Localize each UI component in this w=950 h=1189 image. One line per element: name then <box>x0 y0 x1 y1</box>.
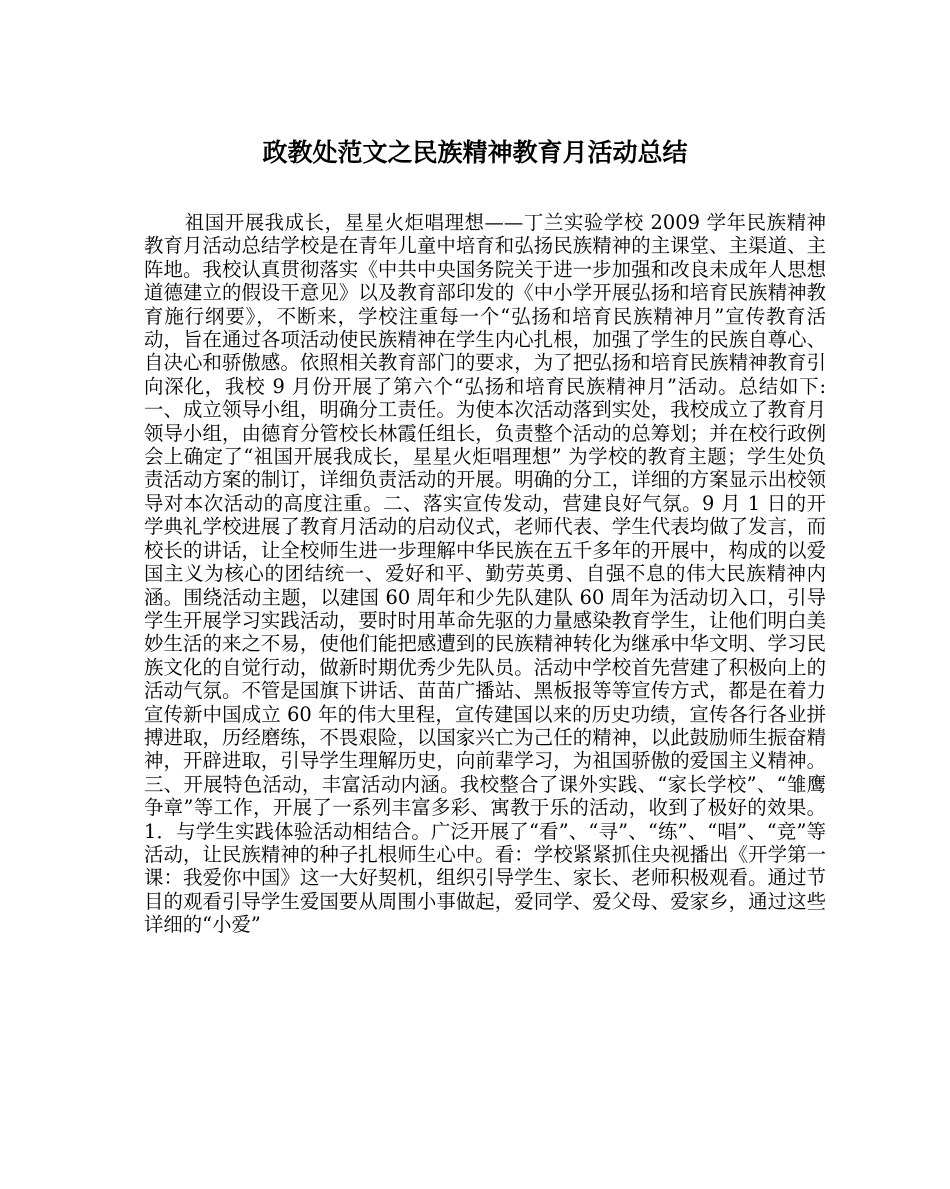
document-title: 政教处范文之民族精神教育月活动总结 <box>262 138 688 167</box>
document-body-paragraph: 祖国开展我成长，星星火炬唱理想——丁兰实验学校 2009 学年民族精神教育月活动总结学校是在青年儿童中培育和弘扬民族精神的主课堂、主渠道、主阵地。我校认真贯彻落实《中共中央国务院关于进一步加强和改良未成年人思想道德建立的假设干意见》以及教育部印发的《中小学开展弘扬和培育民族精神教育施行纲要》，不断来，学校注重每一个“弘扬和培育民族精神月”宣传教育活动，旨在通过各项活动使民族精神在学生内心扎根，加强了学生的民族自尊心、自决心和骄傲感。依照相关教育部门的要求，为了把弘扬和培育民族精神教育引向深化，我校 9 月份开展了第六个“弘扬和培育民族精神月”活动。总结如下:一、成立领导小组，明确分工责任。为使本次活动落到实处，我校成立了教育月领导小组，由德育分管校长林霞任组长，负责整个活动的总筹划；并在校行政例会上确定了“祖国开展我成长，星星火炬唱理想” 为学校的教育主题；学生处负责活动方案的制订，详细负责活动的开展。明确的分工，详细的方案显示出校领导对本次活动的高度注重。二、落实宣传发动，营建良好气氛。9 月 1 日的开学典礼学校进展了教育月活动的启动仪式，老师代表、学生代表均做了发言，而校长的讲话，让全校师生进一步理解中华民族在五千多年的开展中，构成的以爱国主义为核心的团结统一、爱好和平、勤劳英勇、自强不息的伟大民族精神内涵。围绕活动主题，以建国 60 周年和少先队建队 60 周年为活动切入口，引导学生开展学习实践活动，要时时用革命先驱的力量感染教育学生，让他们明白美妙生活的来之不易，使他们能把感遭到的民族精神转化为继承中华文明、学习民族文化的自觉行动，做新时期优秀少先队员。活动中学校首先营建了积极向上的活动气氛。不管是国旗下讲话、苗苗广播站、黑板报等等宣传方式，都是在着力宣传新中国成立 60 年的伟大里程，宣传建国以来的历史功绩，宣传各行各业拼搏进取，历经磨练，不畏艰险，以国家兴亡为己任的精神，以此鼓励师生振奋精神，开辟进取，引导学生理解历史，向前辈学习，为祖国骄傲的爱国主义精神。 三、开展特色活动，丰富活动内涵。我校整合了课外实践、“家长学校”、“雏鹰争章”等工作，开展了一系列丰富多彩、寓教于乐的活动，收到了极好的效果。1．与学生实践体验活动相结合。广泛开展了“看”、“寻”、“练”、“唱”、“竞”等活动，让民族精神的种子扎根师生心中。看：学校紧紧抓住央视播出《开学第一课：我爱你中国》这一大好契机，组织引导学生、家长、老师积极观看。通过节目的观看引导学生爱国要从周围小事做起，爱同学、爱父母、爱家乡，通过这些详细的“小爱” <box>144 211 826 937</box>
